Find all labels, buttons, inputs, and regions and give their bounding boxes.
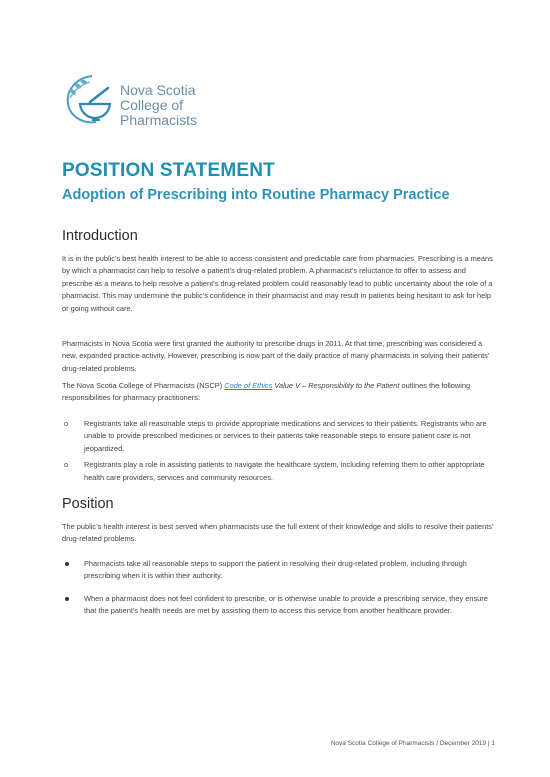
- p3-lead-text: The Nova Scotia College of Pharmacists (NSCP): [62, 381, 225, 390]
- introduction-heading: Introduction: [62, 228, 138, 244]
- list-item: [62, 593, 494, 618]
- position-heading: Position: [62, 496, 114, 512]
- circle-bullet-icon: o: [64, 419, 69, 428]
- responsibilities-list: [62, 418, 494, 488]
- list-item-text: Pharmacists take all reasonable steps to support the patient in resolving their drug-related problem, including through prescribing when it is within their authority.: [84, 559, 467, 581]
- list-item: [62, 459, 494, 484]
- introduction-paragraph-1: It is in the public’s best health interest to be able to access consistent and predictable care from pharmacies. Prescribing is a means by which a pharmacist can help to resolve a patient’s drug-related problem. A pharmacist’s reluctance to offer to assess and prescribe as a means to help resolve a patient’s drug-related problem could reasonably lead to public uncertainty about the role of a pharmacist. This may undermine the public’s confidence in their pharmacist and may result in patients being hesitant to ask for help or going without care.: [62, 254, 493, 313]
- document-subtitle: Adoption of Prescribing into Routine Pharmacy Practice: [62, 187, 450, 203]
- circle-bullet-icon: o: [64, 460, 69, 470]
- logo-line-3: Pharmacists: [120, 112, 198, 128]
- list-item-text: Registrants play a role in assisting patients to navigate the healthcare system, including referring them to other appropriate health care providers, services and community resources.: [84, 460, 485, 482]
- page-footer: Nova Scotia College of Pharmacists / December 2019 | 1: [330, 740, 495, 747]
- list-item-text: When a pharmacist does not feel confident to prescribe, or is otherwise unable to provide a prescribing service, they ensure that the patient’s health needs are met by assisting them to access this service from another healthcare provider.: [84, 593, 488, 616]
- mortar-and-pestle-wheat-logo-icon: [62, 70, 118, 130]
- position-section-header: [62, 496, 114, 512]
- p3-value-reference: Value V – Responsibility to the Patient: [272, 381, 400, 390]
- position-list: [62, 558, 494, 628]
- list-item: [62, 558, 494, 583]
- document-title: POSITION STATEMENT: [62, 160, 275, 181]
- bullet-dot-icon: [65, 597, 69, 601]
- bullet-dot-icon: [65, 562, 69, 566]
- p3-trailing-text: outlines the following responsibilities for pharmacy practitioners:: [62, 381, 471, 403]
- introduction-paragraph-2: Pharmacists in Nova Scotia were first granted the authority to prescribe drugs in 2011. At that time, prescribing was considered a new, expanded practice activity. However, prescribing is now part of the daily practice of many pharmacists in solving their patients’ drug-related problems.: [62, 339, 490, 373]
- code-of-ethics-link[interactable]: Code of Ethics: [224, 381, 273, 390]
- college-logo: [62, 70, 212, 130]
- list-item-text: Registrants take all reasonable steps to provide appropriate medications and services to their patients. Registrants who are unable to provide prescribed medicines or services to their patients take reasonable steps to ensure patient care is not jeopardized.: [84, 419, 487, 453]
- position-paragraph: The public’s health interest is best served when pharmacists use the full extent of their knowledge and skills to resolve their patients’ drug-related problems.: [62, 522, 494, 544]
- logo-line-2: College of: [120, 97, 184, 113]
- list-item: [62, 418, 494, 455]
- logo-line-1: Nova Scotia: [120, 82, 196, 98]
- logo-text: [120, 83, 197, 128]
- introduction-paragraph-3: [62, 380, 494, 405]
- introduction-section-header: [62, 228, 138, 244]
